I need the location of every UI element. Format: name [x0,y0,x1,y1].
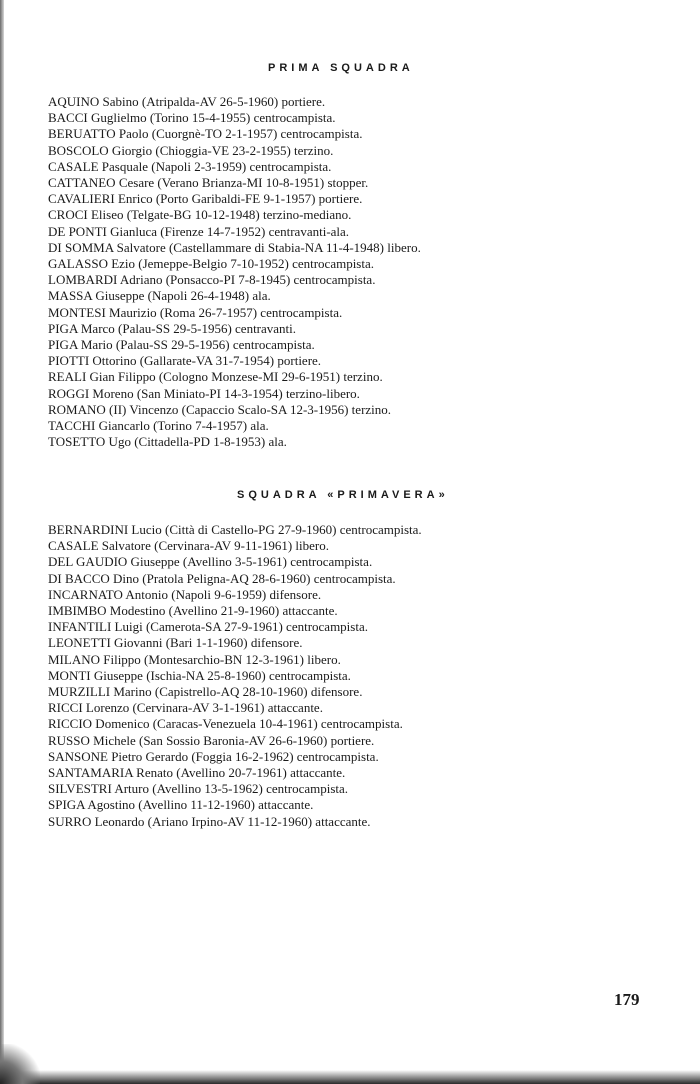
player-entry: DI SOMMA Salvatore (Castellammare di Stabia-NA 11-4-1948) libero. [48,239,421,255]
player-entry: TACCHI Giancarlo (Torino 7-4-1957) ala. [48,418,269,434]
player-entry: SILVESTRI Arturo (Avellino 13-5-1962) centrocampista. [48,781,349,797]
player-entry: CASALE Pasquale (Napoli 2-3-1959) centrocampista. [48,158,332,174]
player-entry: ROMANO (II) Vincenzo (Capaccio Scalo-SA 12-3-1956) terzino. [48,401,392,417]
player-list-squadra-primavera [48,522,422,830]
player-entry: LOMBARDI Adriano (Ponsacco-PI 7-8-1945) centrocampista. [48,272,376,288]
player-entry: CAVALIERI Enrico (Porto Garibaldi-FE 9-1-1957) portiere. [48,191,363,207]
player-entry: CATTANEO Cesare (Verano Brianza-MI 10-8-1951) stopper. [48,175,369,191]
page-bottom-edge [0,1070,700,1084]
player-entry: ROGGI Moreno (San Miniato-PI 14-3-1954) terzino-libero. [48,385,360,401]
page-number: 179 [614,990,640,1009]
player-entry: REALI Gian Filippo (Cologno Monzese-MI 29-6-1951) terzino. [48,369,383,385]
player-entry: MILANO Filippo (Montesarchio-BN 12-3-1961) libero. [48,651,341,667]
player-entry: INCARNATO Antonio (Napoli 9-6-1959) difensore. [48,586,322,602]
player-entry: SURRO Leonardo (Ariano Irpino-AV 11-12-1960) attaccante. [48,813,371,829]
player-entry: BERUATTO Paolo (Cuorgnè-TO 2-1-1957) centrocampista. [48,126,363,142]
player-entry: PIOTTI Ottorino (Gallarate-VA 31-7-1954) portiere. [48,353,322,369]
player-entry: AQUINO Sabino (Atripalda-AV 26-5-1960) portiere. [48,94,326,109]
player-entry: LEONETTI Giovanni (Bari 1-1-1960) difensore. [48,635,303,651]
player-entry: CROCI Eliseo (Telgate-BG 10-12-1948) terzino-mediano. [48,207,352,223]
player-entry: RUSSO Michele (San Sossio Baronia-AV 26-6-1960) portiere. [48,732,375,748]
player-entry: BACCI Guglielmo (Torino 15-4-1955) centrocampista. [48,110,336,126]
player-entry: BERNARDINI Lucio (Città di Castello-PG 27-9-1960) centrocampista. [48,522,422,537]
player-entry: DEL GAUDIO Giuseppe (Avellino 3-5-1961) centrocampista. [48,554,373,570]
player-entry: RICCI Lorenzo (Cervinara-AV 3-1-1961) attaccante. [48,700,323,716]
player-entry: GALASSO Ezio (Jemeppe-Belgio 7-10-1952) centrocampista. [48,256,375,272]
player-entry: CASALE Salvatore (Cervinara-AV 9-11-1961) libero. [48,538,330,554]
section-title-squadra-primavera: SQUADRA «PRIMAVERA» [237,489,449,501]
player-entry: MONTI Giuseppe (Ischia-NA 25-8-1960) centrocampista. [48,667,351,683]
player-entry: SANTAMARIA Renato (Avellino 20-7-1961) attaccante. [48,765,346,781]
player-entry: PIGA Mario (Palau-SS 29-5-1956) centrocampista. [48,337,315,353]
player-entry: DE PONTI Gianluca (Firenze 14-7-1952) centravanti-ala. [48,223,350,239]
player-entry: MURZILLI Marino (Capistrello-AQ 28-10-1960) difensore. [48,684,363,700]
player-list-prima-squadra [48,94,421,450]
section-title-prima-squadra: PRIMA SQUADRA [268,62,414,74]
page-binding-edge [0,0,4,1084]
player-entry: DI BACCO Dino (Pratola Peligna-AQ 28-6-1960) centrocampista. [48,570,396,586]
player-entry: SANSONE Pietro Gerardo (Foggia 16-2-1962) centrocampista. [48,748,379,764]
player-entry: IMBIMBO Modestino (Avellino 21-9-1960) attaccante. [48,603,338,619]
player-entry: MASSA Giuseppe (Napoli 26-4-1948) ala. [48,288,271,304]
player-entry: BOSCOLO Giorgio (Chioggia-VE 23-2-1955) terzino. [48,142,334,158]
player-entry: MONTESI Maurizio (Roma 26-7-1957) centrocampista. [48,304,343,320]
player-entry: TOSETTO Ugo (Cittadella-PD 1-8-1953) ala. [48,434,287,450]
player-entry: PIGA Marco (Palau-SS 29-5-1956) centravanti. [48,320,297,336]
player-entry: INFANTILI Luigi (Camerota-SA 27-9-1961) centrocampista. [48,619,368,635]
player-entry: RICCIO Domenico (Caracas-Venezuela 10-4-1961) centrocampista. [48,716,403,732]
player-entry: SPIGA Agostino (Avellino 11-12-1960) attaccante. [48,797,314,813]
